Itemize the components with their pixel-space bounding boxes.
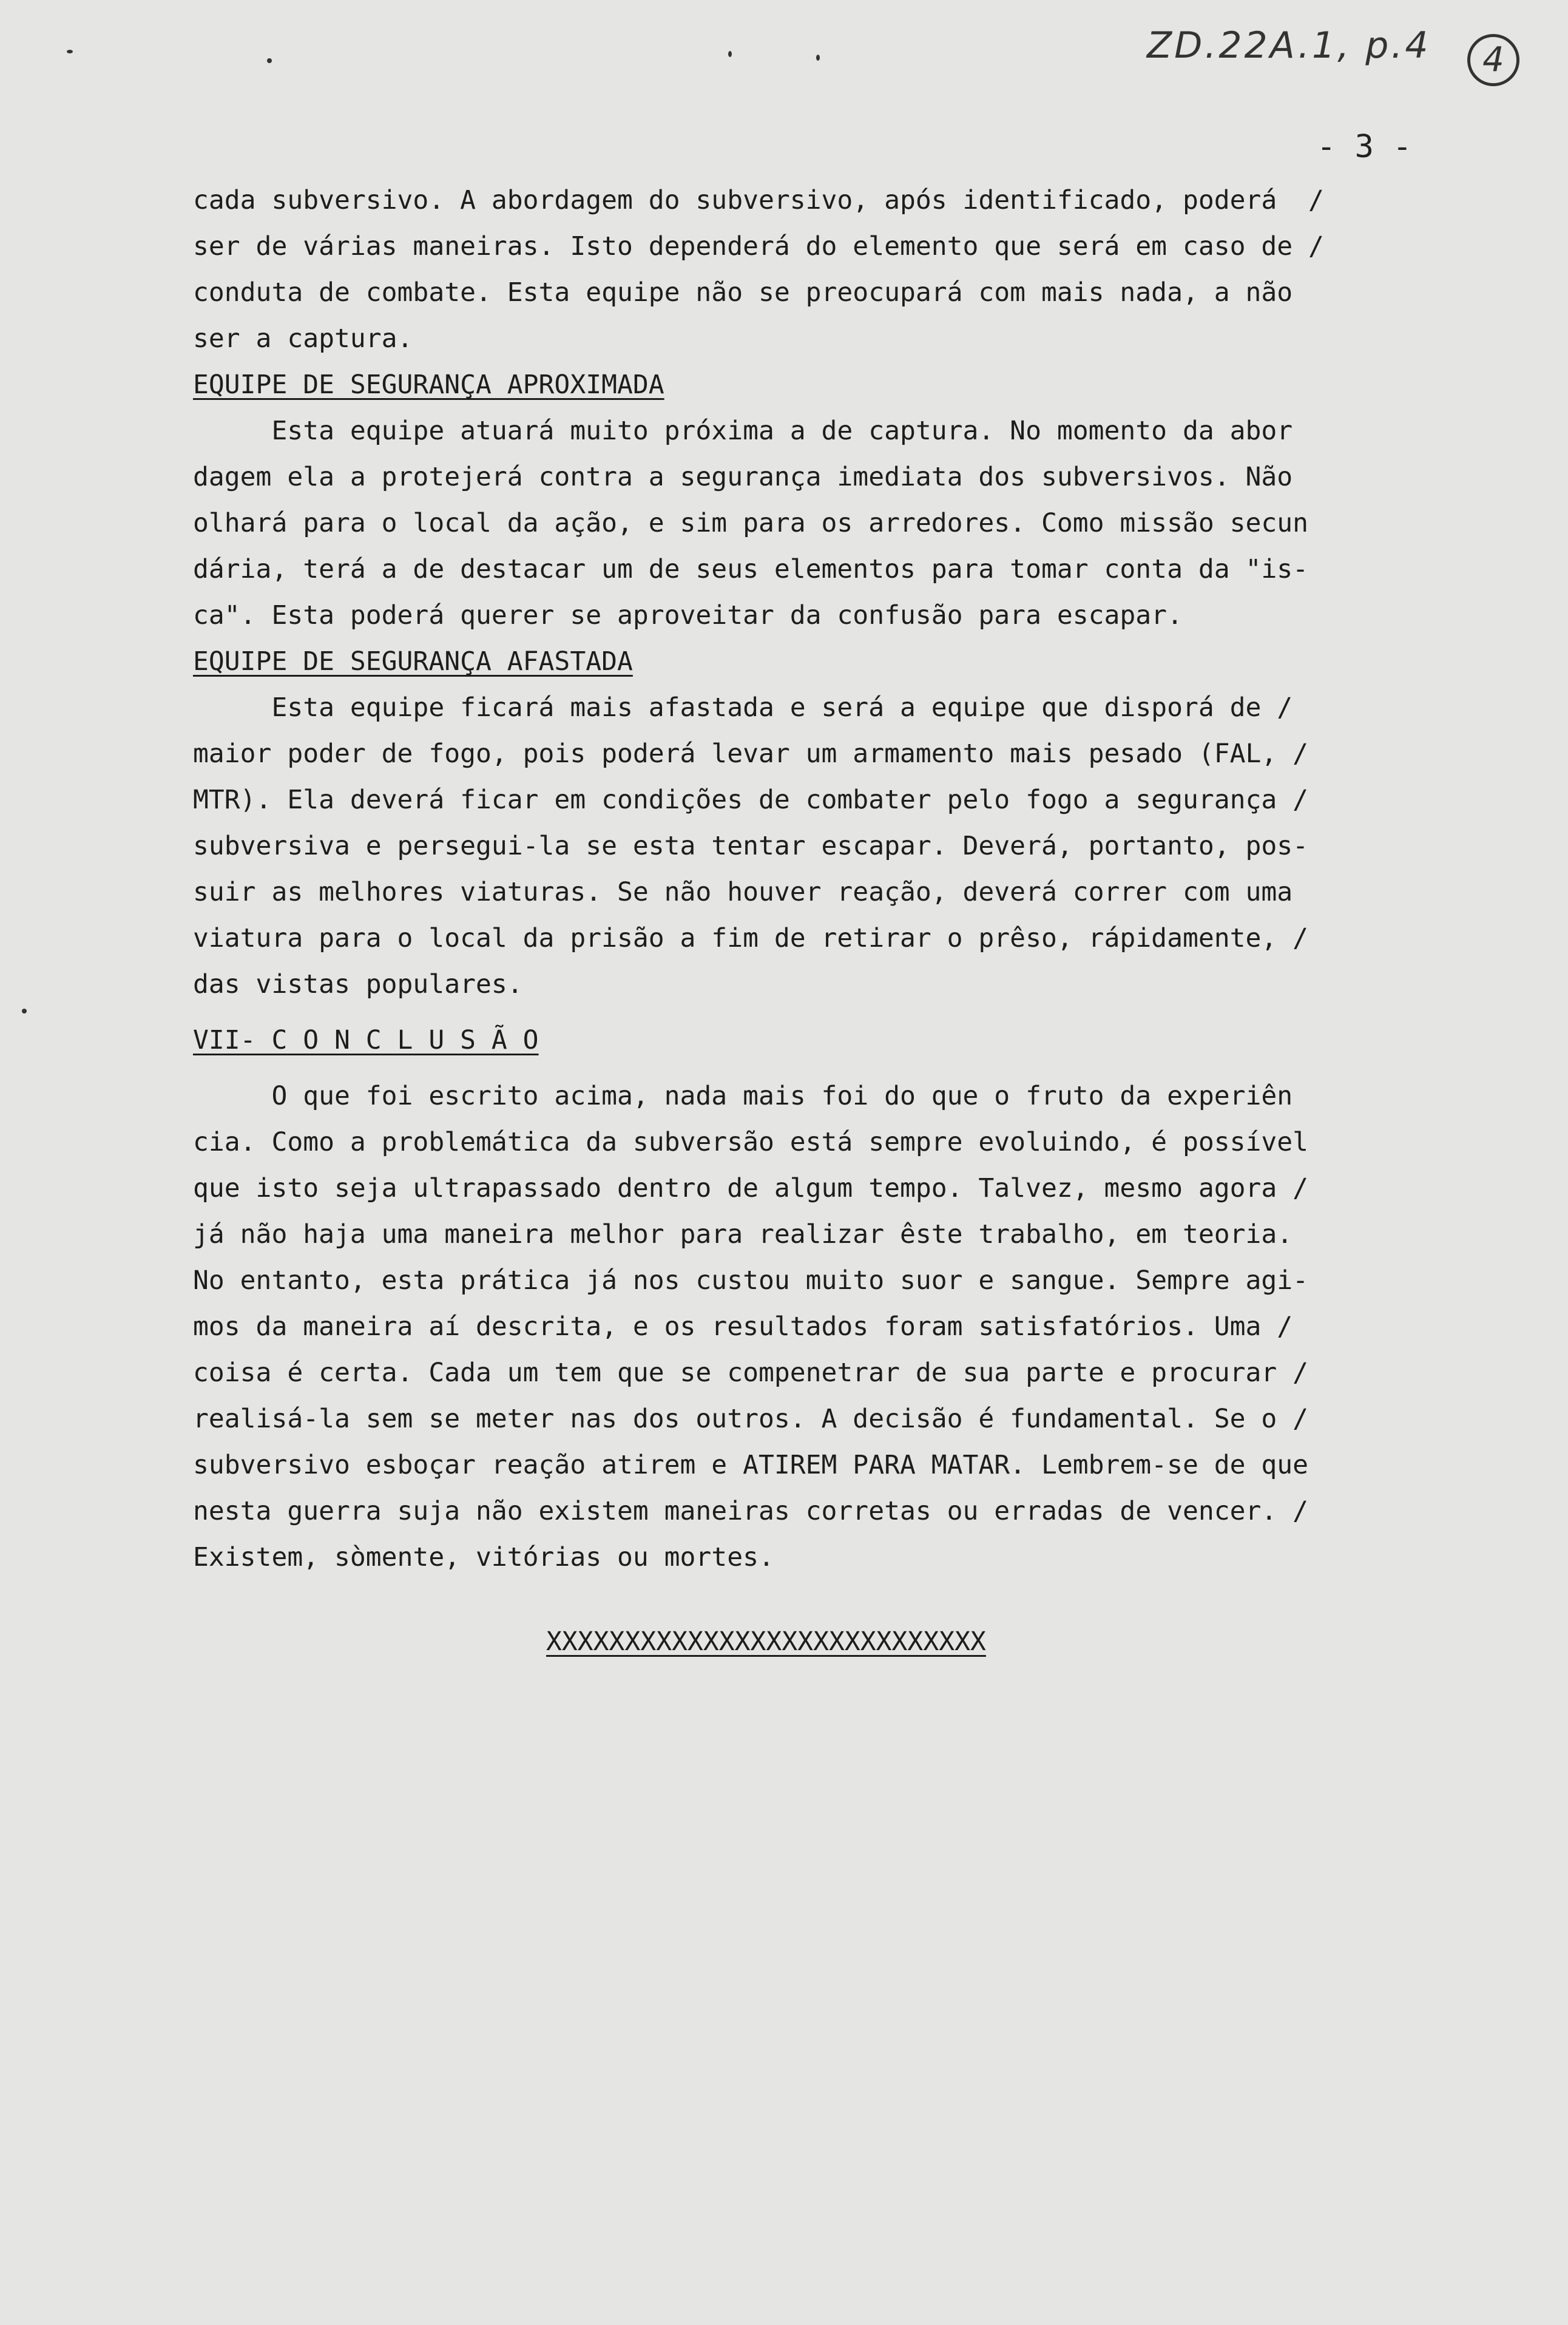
text-line: ser de várias maneiras. Isto dependerá do elemento que será em caso de / bbox=[193, 231, 1324, 262]
section-heading-conclusion: VII- C O N C L U S Ã O bbox=[193, 1025, 539, 1055]
scan-speck bbox=[22, 1009, 27, 1014]
text-line: conduta de combate. Esta equipe não se preocupará com mais nada, a não bbox=[193, 277, 1293, 308]
text-line: ca". Esta poderá querer se aproveitar da confusão para escapar. bbox=[193, 600, 1183, 631]
text-line: dária, terá a de destacar um de seus elementos para tomar conta da "is- bbox=[193, 554, 1309, 584]
text-line: realisá-la sem se meter nas dos outros. A decisão é fundamental. Se o / bbox=[193, 1404, 1309, 1434]
scan-speck bbox=[67, 50, 73, 53]
text-line: nesta guerra suja não existem maneiras corretas ou erradas de vencer. / bbox=[193, 1496, 1309, 1526]
text-line: No entanto, esta prática já nos custou muito suor e sangue. Sempre agi- bbox=[193, 1265, 1309, 1296]
text-line: cada subversivo. A abordagem do subversivo, após identificado, poderá / bbox=[193, 185, 1324, 215]
text-line: Existem, sòmente, vitórias ou mortes. bbox=[193, 1542, 774, 1572]
text-line: mos da maneira aí descrita, e os resultados foram satisfatórios. Uma / bbox=[193, 1311, 1293, 1342]
text-line: das vistas populares. bbox=[193, 969, 523, 1000]
text-line: cia. Como a problemática da subversão está sempre evoluindo, é possível bbox=[193, 1127, 1309, 1157]
text-line: subversiva e persegui-la se esta tentar escapar. Deverá, portanto, pos- bbox=[193, 831, 1309, 861]
section-heading-close-security: EQUIPE DE SEGURANÇA APROXIMADA bbox=[193, 370, 664, 400]
text-line: Esta equipe ficará mais afastada e será a equipe que disporá de / bbox=[193, 692, 1293, 723]
text-line: ser a captura. bbox=[193, 323, 413, 354]
scan-speck bbox=[816, 55, 820, 61]
text-line: Esta equipe atuará muito próxima a de captura. No momento da abor bbox=[193, 416, 1293, 446]
text-line: dagem ela a protejerá contra a segurança imediata dos subversivos. Não bbox=[193, 462, 1293, 492]
text-line: viatura para o local da prisão a fim de retirar o prêso, rápidamente, / bbox=[193, 923, 1309, 953]
page-number: - 3 - bbox=[1317, 129, 1412, 165]
text-line: olhará para o local da ação, e sim para os arredores. Como missão secun bbox=[193, 508, 1309, 538]
text-line: que isto seja ultrapassado dentro de algum tempo. Talvez, mesmo agora / bbox=[193, 1173, 1309, 1203]
archive-reference: ZD.22A.1, p.4 bbox=[1147, 24, 1431, 67]
text-line: maior poder de fogo, pois poderá levar um armamento mais pesado (FAL, / bbox=[193, 739, 1309, 769]
section-heading-distant-security: EQUIPE DE SEGURANÇA AFASTADA bbox=[193, 646, 633, 677]
scan-speck bbox=[728, 51, 732, 57]
text-line: subversivo esboçar reação atirem e ATIREM PARA MATAR. Lembrem-se de que bbox=[193, 1450, 1309, 1480]
end-marker: XXXXXXXXXXXXXXXXXXXXXXXXXXXX bbox=[546, 1626, 986, 1657]
text-line: MTR). Ela deverá ficar em condições de combater pelo fogo a segurança / bbox=[193, 785, 1309, 815]
text-line: suir as melhores viaturas. Se não houver reação, deverá correr com uma bbox=[193, 877, 1293, 907]
folio-number: 4 bbox=[1467, 34, 1519, 86]
scan-speck bbox=[267, 58, 272, 63]
text-line: coisa é certa. Cada um tem que se compenetrar de sua parte e procurar / bbox=[193, 1358, 1309, 1388]
text-line: já não haja uma maneira melhor para realizar êste trabalho, em teoria. bbox=[193, 1219, 1293, 1250]
text-line: O que foi escrito acima, nada mais foi do que o fruto da experiên bbox=[193, 1081, 1293, 1111]
